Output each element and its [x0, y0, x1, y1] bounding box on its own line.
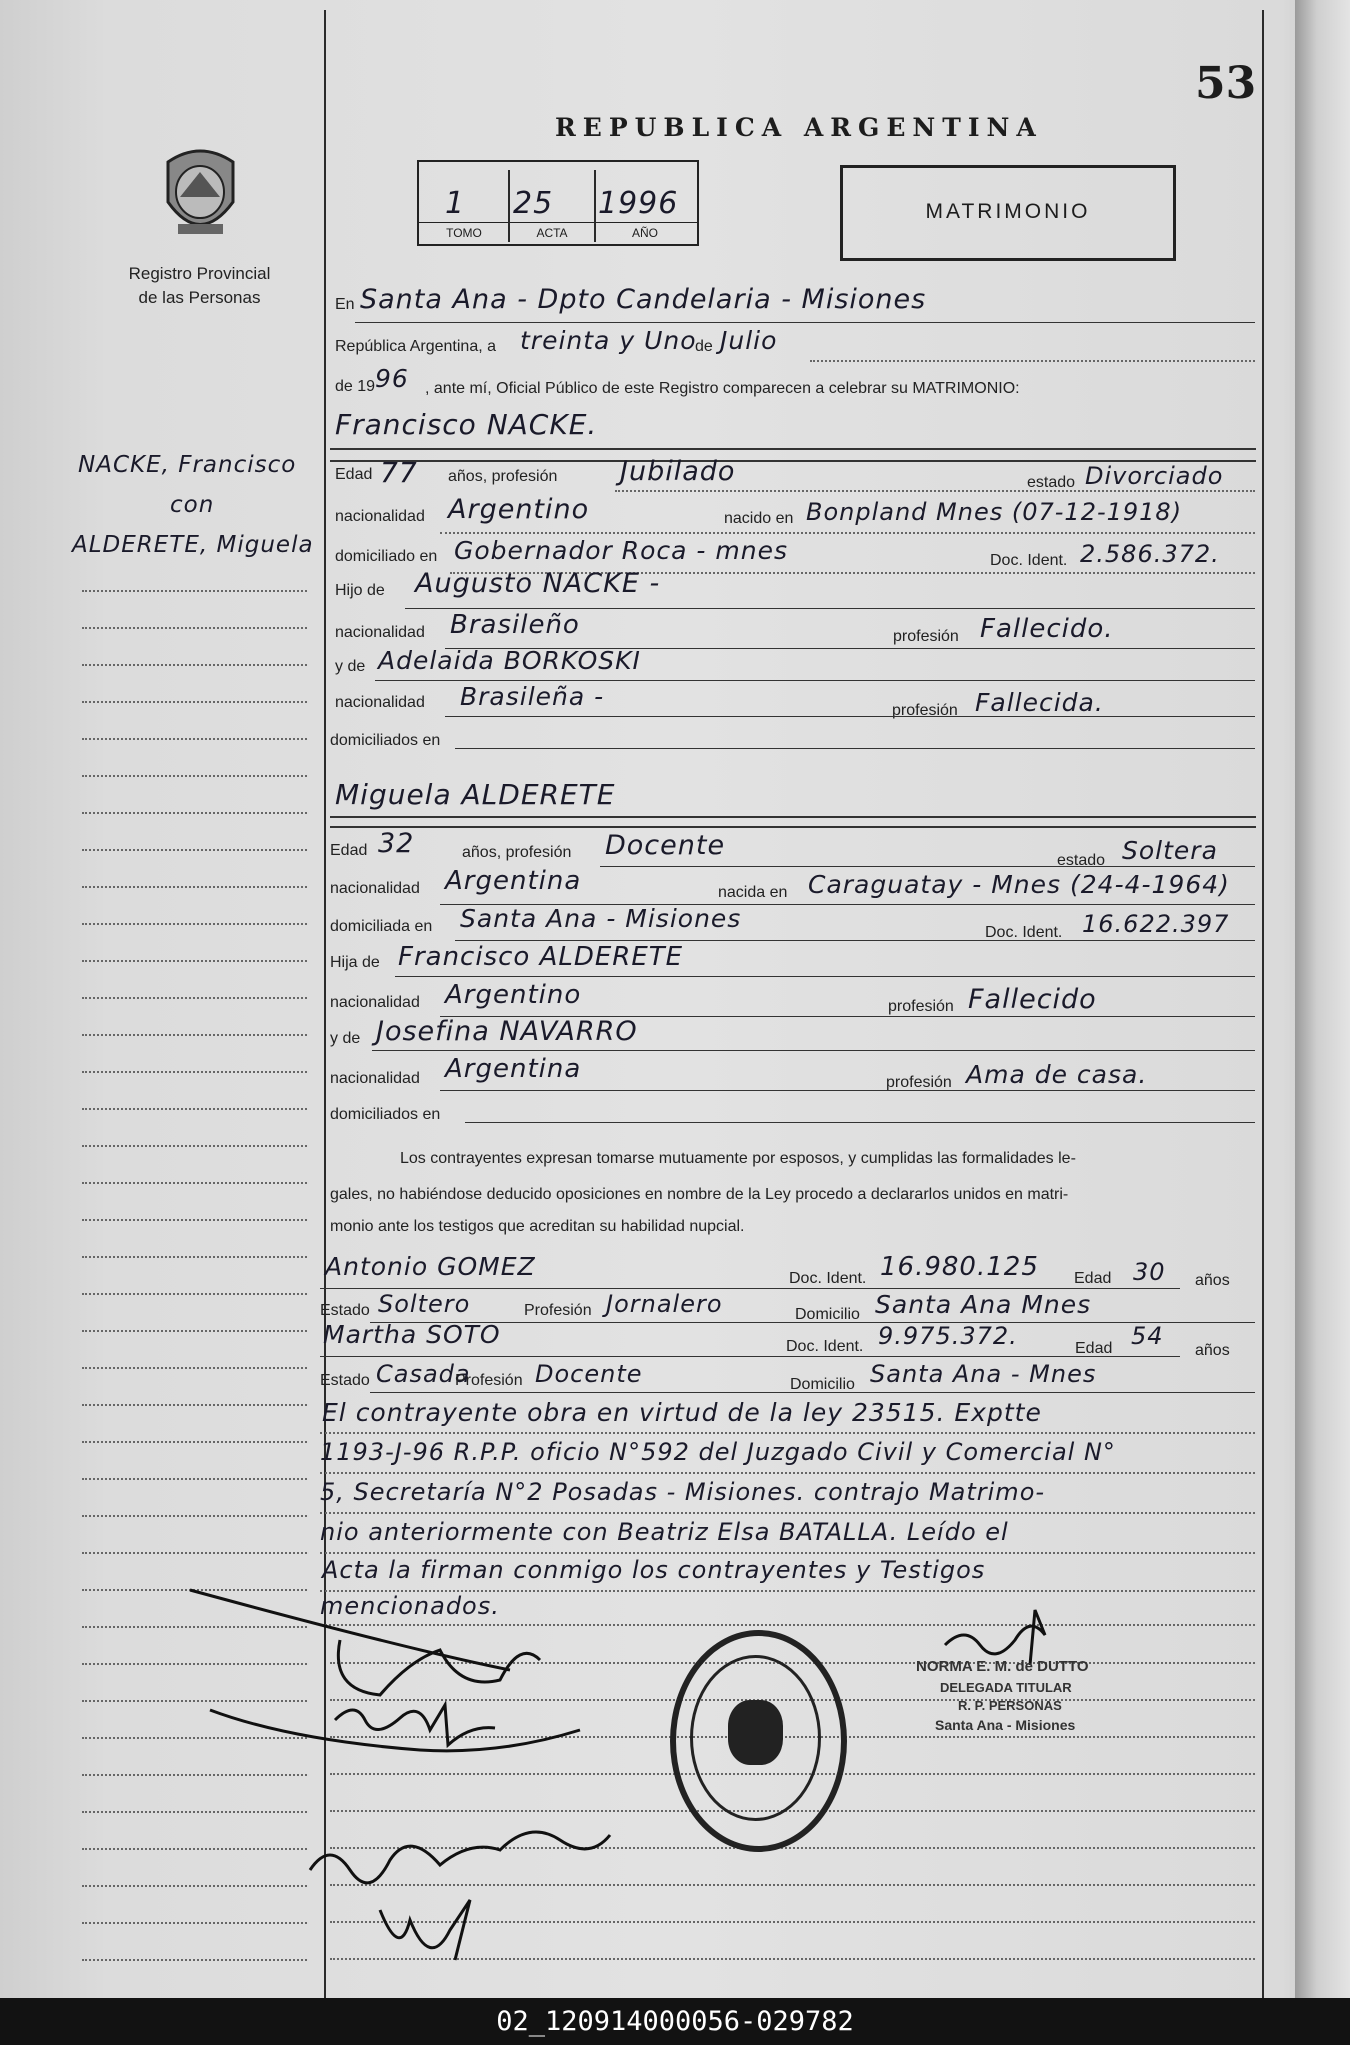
line-groom-1 [615, 490, 1255, 492]
line-groom-4 [405, 608, 1255, 609]
margin-rule-line [82, 701, 307, 703]
margin-rule-line [82, 1515, 307, 1517]
ano-label: AÑO [631, 226, 658, 240]
witness2-dom: Santa Ana - Mnes [870, 1360, 1097, 1388]
margin-rule-line [82, 738, 307, 740]
bride-profesion: Docente [605, 830, 726, 861]
bride-nacionalidad: Argentina [445, 866, 582, 896]
bride-dom-label: domiciliada en [330, 918, 433, 935]
margin-rule-line [82, 1848, 307, 1850]
margin-rule-line [82, 1145, 307, 1147]
groom-nacido-label: nacido en [724, 510, 794, 527]
groom-hijo-label: Hijo de [335, 582, 385, 599]
line-w1-1 [320, 1288, 1180, 1289]
margin-rule-line [82, 1071, 307, 1073]
bride-padre: Francisco ALDERETE [398, 942, 684, 972]
groom-yde-label: y de [335, 658, 366, 675]
groom-name-line [330, 448, 1256, 450]
groom-madre-nac: Brasileña - [460, 682, 605, 711]
binding-edge [1295, 0, 1350, 1998]
groom-edad-label: Edad [335, 466, 373, 483]
groom-nacionalidad: Argentino [448, 494, 590, 525]
margin-rule-line [82, 997, 307, 999]
bride-edad-label: Edad [330, 842, 368, 859]
line-bride-6 [372, 1050, 1255, 1051]
acta-value: 25 [513, 186, 554, 221]
marriage-place: Santa Ana - Dpto Candelaria - Misiones [360, 284, 927, 315]
official-name: NORMA E. M. de DUTTO [916, 1658, 1089, 1675]
margin-rule-line [82, 627, 307, 629]
witness2-estado-label: Estado [320, 1372, 370, 1389]
line-groom-7 [445, 716, 1255, 717]
bride-doc: 16.622.397 [1082, 910, 1230, 938]
groom-madre-prof: Fallecida. [975, 688, 1104, 717]
witness2-name: Martha SOTO [323, 1320, 501, 1349]
bride-edad: 32 [378, 828, 415, 859]
margin-rule-line [82, 1219, 307, 1221]
bride-madre-prof: Ama de casa. [966, 1060, 1148, 1089]
margin-rule-line [82, 1922, 307, 1924]
line-date [810, 360, 1255, 362]
witness2-prof: Docente [535, 1360, 643, 1388]
tomo-divider [417, 222, 697, 223]
republica-label: República Argentina, a [335, 338, 496, 355]
en-label: En [335, 296, 355, 313]
bride-madre-nac: Argentina [445, 1054, 582, 1084]
declaration-line3: monio ante los testigos que acreditan su habilidad nupcial. [330, 1218, 745, 1235]
witness2-edad: 54 [1131, 1322, 1164, 1350]
witness1-doc: 16.980.125 [880, 1252, 1039, 1282]
notes-rule4 [320, 1552, 1255, 1554]
margin-rule-line [82, 1367, 307, 1369]
registry-name-line2: de las Personas [138, 288, 261, 307]
bride-nac-label: nacionalidad [330, 880, 420, 897]
witness2-edad-label: Edad [1075, 1340, 1113, 1357]
groom-padre-prof-label: profesión [893, 628, 959, 645]
notes-rule3 [320, 1512, 1255, 1514]
witness1-prof: Jornalero [606, 1290, 723, 1318]
ano-value: 1996 [598, 186, 679, 221]
margin-rule-line [82, 1885, 307, 1887]
groom-dom-label: domiciliado en [335, 548, 438, 565]
groom-nac-label: nacionalidad [335, 508, 425, 525]
bride-estado-label: estado [1057, 852, 1106, 869]
notes-line3: 5, Secretaría N°2 Posadas - Misiones. contrajo Matrimo- [320, 1478, 1046, 1506]
line-bride-1 [600, 866, 1255, 867]
bride-doc-label: Doc. Ident. [985, 924, 1063, 941]
notes-line5: Acta la firman conmigo los contrayentes y Testigos [322, 1556, 986, 1584]
bride-hija-label: Hija de [330, 954, 380, 971]
notes-line1: El contrayente obra en virtud de la ley 23515. Exptte [322, 1398, 1042, 1427]
tomo-label: TOMO [446, 226, 482, 240]
bride-yde-label: y de [330, 1030, 361, 1047]
groom-madre-prof-label: profesión [892, 702, 958, 719]
notes-line4: nio anteriormente con Beatriz Elsa BATALLA. Leído el [320, 1518, 1009, 1546]
witness1-dom: Santa Ana Mnes [875, 1290, 1092, 1319]
margin-rule-line [82, 1293, 307, 1295]
groom-padre: Augusto NACKE - [415, 568, 661, 599]
witness1-doc-label: Doc. Ident. [789, 1270, 867, 1287]
official-office: R. P. PERSONAS [958, 1698, 1062, 1713]
bride-padre-nac: Argentino [445, 980, 582, 1010]
groom-madre: Adelaida BORKOSKI [378, 646, 641, 675]
margin-rule-line [82, 1108, 307, 1110]
witness1-estado: Soltero [378, 1290, 471, 1318]
bride-padre-prof: Fallecido [968, 984, 1097, 1015]
line-bride-7 [440, 1090, 1255, 1091]
official-place: Santa Ana - Misiones [935, 1717, 1076, 1733]
witness2-doc: 9.975.372. [878, 1322, 1018, 1350]
witness1-edad: 30 [1133, 1258, 1166, 1286]
record-type: MATRIMONIO [925, 200, 1091, 223]
margin-rule-line [82, 1182, 307, 1184]
margin-rule-line [82, 1552, 307, 1554]
groom-doc-label: Doc. Ident. [990, 552, 1068, 569]
groom-estado: Divorciado [1085, 462, 1224, 490]
year-prefix: de 19 [335, 378, 376, 395]
bride-domicilio: Santa Ana - Misiones [460, 904, 742, 933]
intro-text: , ante mí, Oficial Público de este Registro comparecen a celebrar su MATRIMONIO: [425, 380, 1020, 397]
groom-padre-nac-label: nacionalidad [335, 624, 425, 641]
margin-note-line2: con [170, 492, 215, 518]
witness2-doc-label: Doc. Ident. [786, 1338, 864, 1355]
tomo-value: 1 [445, 186, 466, 221]
line-bride-4 [395, 976, 1255, 977]
bride-prof-label: años, profesión [462, 844, 572, 861]
bride-domiciliados-label: domiciliados en [330, 1106, 441, 1123]
groom-profesion: Jubilado [620, 456, 736, 487]
margin-rule-line [82, 886, 307, 888]
margin-rule-line [82, 1811, 307, 1813]
witness2-prof-label: Profesión [455, 1372, 523, 1389]
groom-doc: 2.586.372. [1080, 540, 1220, 568]
margin-rule-line [82, 1256, 307, 1258]
witness1-name: Antonio GOMEZ [325, 1252, 536, 1281]
margin-rule-line [82, 812, 307, 814]
bride-name-line [330, 816, 1256, 818]
margin-rule-line [82, 1404, 307, 1406]
right-rule [1262, 10, 1264, 1998]
margin-rule-line [82, 1034, 307, 1036]
bride-padre-prof-label: profesión [888, 998, 954, 1015]
official-title: DELEGADA TITULAR [940, 1680, 1072, 1695]
acta-label: ACTA [536, 226, 568, 240]
notes-line2: 1193-J-96 R.P.P. oficio N°592 del Juzgado Civil y Comercial N° [320, 1438, 1116, 1466]
groom-name: Francisco NACKE. [335, 408, 598, 441]
groom-madre-nac-label: nacionalidad [335, 694, 425, 711]
groom-signature-icon [180, 1580, 620, 1780]
margin-rule-line [82, 590, 307, 592]
bride-estado: Soltera [1122, 836, 1218, 865]
bride-madre-nac-label: nacionalidad [330, 1070, 420, 1087]
line-groom-6 [375, 680, 1255, 681]
witness2-anos-label: años [1195, 1342, 1230, 1359]
year-suffix: 96 [375, 364, 409, 393]
groom-domiciliados-label: domiciliados en [330, 732, 441, 749]
line-bride-3 [455, 940, 1255, 941]
bride-nacida: Caraguatay - Mnes (24-4-1964) [808, 870, 1230, 899]
line-w2-1 [320, 1356, 1180, 1357]
bride-madre-prof-label: profesión [886, 1074, 952, 1091]
bride-nacida-label: nacida en [718, 884, 788, 901]
groom-nacido: Bonpland Mnes (07-12-1918) [806, 498, 1183, 526]
day-month-sep: de [695, 338, 713, 355]
margin-rule-line [82, 923, 307, 925]
bride-padre-nac-label: nacionalidad [330, 994, 420, 1011]
margin-rule-line [82, 1478, 307, 1480]
groom-domicilio: Gobernador Roca - mnes [454, 536, 788, 565]
scan-id-footer: 02_120914000056-029782 [0, 1998, 1350, 2045]
line-place [355, 322, 1255, 323]
margin-rule-line [82, 849, 307, 851]
notes-rule1 [320, 1432, 1255, 1434]
groom-edad: 77 [380, 456, 418, 489]
witness1-anos-label: años [1195, 1272, 1230, 1289]
country-title: REPUBLICA ARGENTINA [555, 113, 1043, 142]
stamp-center-mark [728, 1700, 783, 1765]
witness1-estado-label: Estado [320, 1302, 370, 1319]
provincial-seal-icon [158, 142, 243, 244]
margin-rule-line [82, 1330, 307, 1332]
line-groom-8 [455, 748, 1255, 749]
line-w2-2 [370, 1392, 1255, 1393]
groom-padre-prof: Fallecido. [980, 614, 1114, 644]
declaration-line2: gales, no habiéndose deducido oposiciones en nombre de la Ley procedo a declararlos unidos en matri- [330, 1186, 1069, 1203]
declaration-line1: Los contrayentes expresan tomarse mutuamente por esposos, y cumplidas las formalidades le- [400, 1150, 1076, 1167]
line-groom-2 [440, 532, 1255, 534]
margin-rule-line [82, 775, 307, 777]
bride-signature-icon [330, 1690, 500, 1750]
margin-rule-line [82, 1441, 307, 1443]
bride-name-line2 [330, 826, 1256, 828]
marriage-day: treinta y Uno [520, 326, 697, 355]
page-number: 53 [1195, 58, 1257, 109]
line-bride-8 [465, 1122, 1255, 1123]
line-w1-2 [370, 1322, 1255, 1323]
witness1-edad-label: Edad [1074, 1270, 1112, 1287]
witness2-dom-label: Domicilio [790, 1376, 855, 1393]
margin-rule-line [82, 664, 307, 666]
registry-name-line1: Registro Provincial [128, 264, 271, 283]
margin-note-line3: ALDERETE, Miguela [72, 532, 314, 558]
marriage-month: Julio [720, 326, 778, 355]
notes-rule2 [320, 1472, 1255, 1474]
groom-prof-label: años, profesión [448, 468, 558, 485]
bride-name: Miguela ALDERETE [335, 778, 616, 811]
witness2-estado: Casada [376, 1360, 471, 1388]
groom-estado-label: estado [1027, 474, 1076, 491]
groom-padre-nac: Brasileño [450, 610, 580, 640]
margin-rule-line [82, 1959, 307, 1961]
margin-rule-line [82, 960, 307, 962]
notes-line6: mencionados. [320, 1592, 500, 1620]
margin-note-line1: NACKE, Francisco [78, 452, 297, 478]
witness1-prof-label: Profesión [524, 1302, 592, 1319]
bride-madre: Josefina NAVARRO [376, 1016, 638, 1047]
witness1-dom-label: Domicilio [795, 1306, 860, 1323]
